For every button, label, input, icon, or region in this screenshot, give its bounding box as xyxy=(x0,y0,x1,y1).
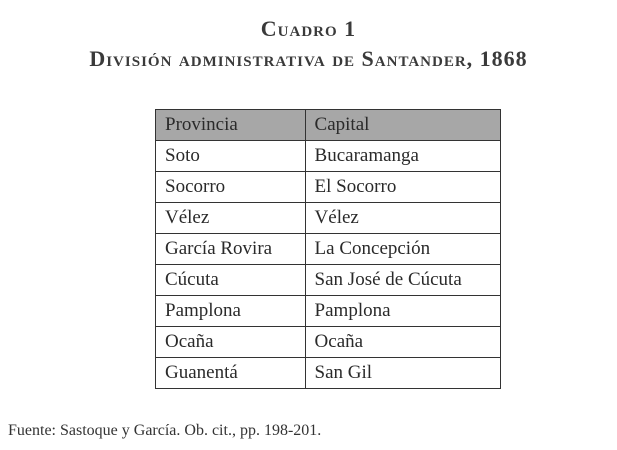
provinces-table xyxy=(155,109,501,389)
cell-provincia: Ocaña xyxy=(156,327,306,358)
cell-provincia: García Rovira xyxy=(156,234,306,265)
table-caption xyxy=(0,14,617,74)
table-row xyxy=(156,327,501,358)
cell-provincia: Vélez xyxy=(156,203,306,234)
table-row xyxy=(156,296,501,327)
cell-capital: Ocaña xyxy=(305,327,500,358)
column-header-provincia: Provincia xyxy=(156,110,306,141)
table-row xyxy=(156,141,501,172)
caption-number: Cuadro 1 xyxy=(260,16,357,41)
column-header-capital: Capital xyxy=(305,110,500,141)
table-row xyxy=(156,203,501,234)
cell-capital: San José de Cúcuta xyxy=(305,265,500,296)
cell-capital: El Socorro xyxy=(305,172,500,203)
cell-provincia: Pamplona xyxy=(156,296,306,327)
cell-provincia: Socorro xyxy=(156,172,306,203)
source-note: Fuente: Sastoque y García. Ob. cit., pp. 198-201. xyxy=(8,422,322,439)
table-row xyxy=(156,358,501,389)
cell-capital: Pamplona xyxy=(305,296,500,327)
cell-provincia: Cúcuta xyxy=(156,265,306,296)
cell-provincia: Guanentá xyxy=(156,358,306,389)
cell-capital: Vélez xyxy=(305,203,500,234)
cell-capital: La Concepción xyxy=(305,234,500,265)
cell-capital: San Gil xyxy=(305,358,500,389)
table-header-row xyxy=(156,110,501,141)
caption-title: División administrativa de Santander, 1868 xyxy=(89,46,528,71)
table-row xyxy=(156,172,501,203)
table-row xyxy=(156,265,501,296)
table-row xyxy=(156,234,501,265)
cell-provincia: Soto xyxy=(156,141,306,172)
cell-capital: Bucaramanga xyxy=(305,141,500,172)
